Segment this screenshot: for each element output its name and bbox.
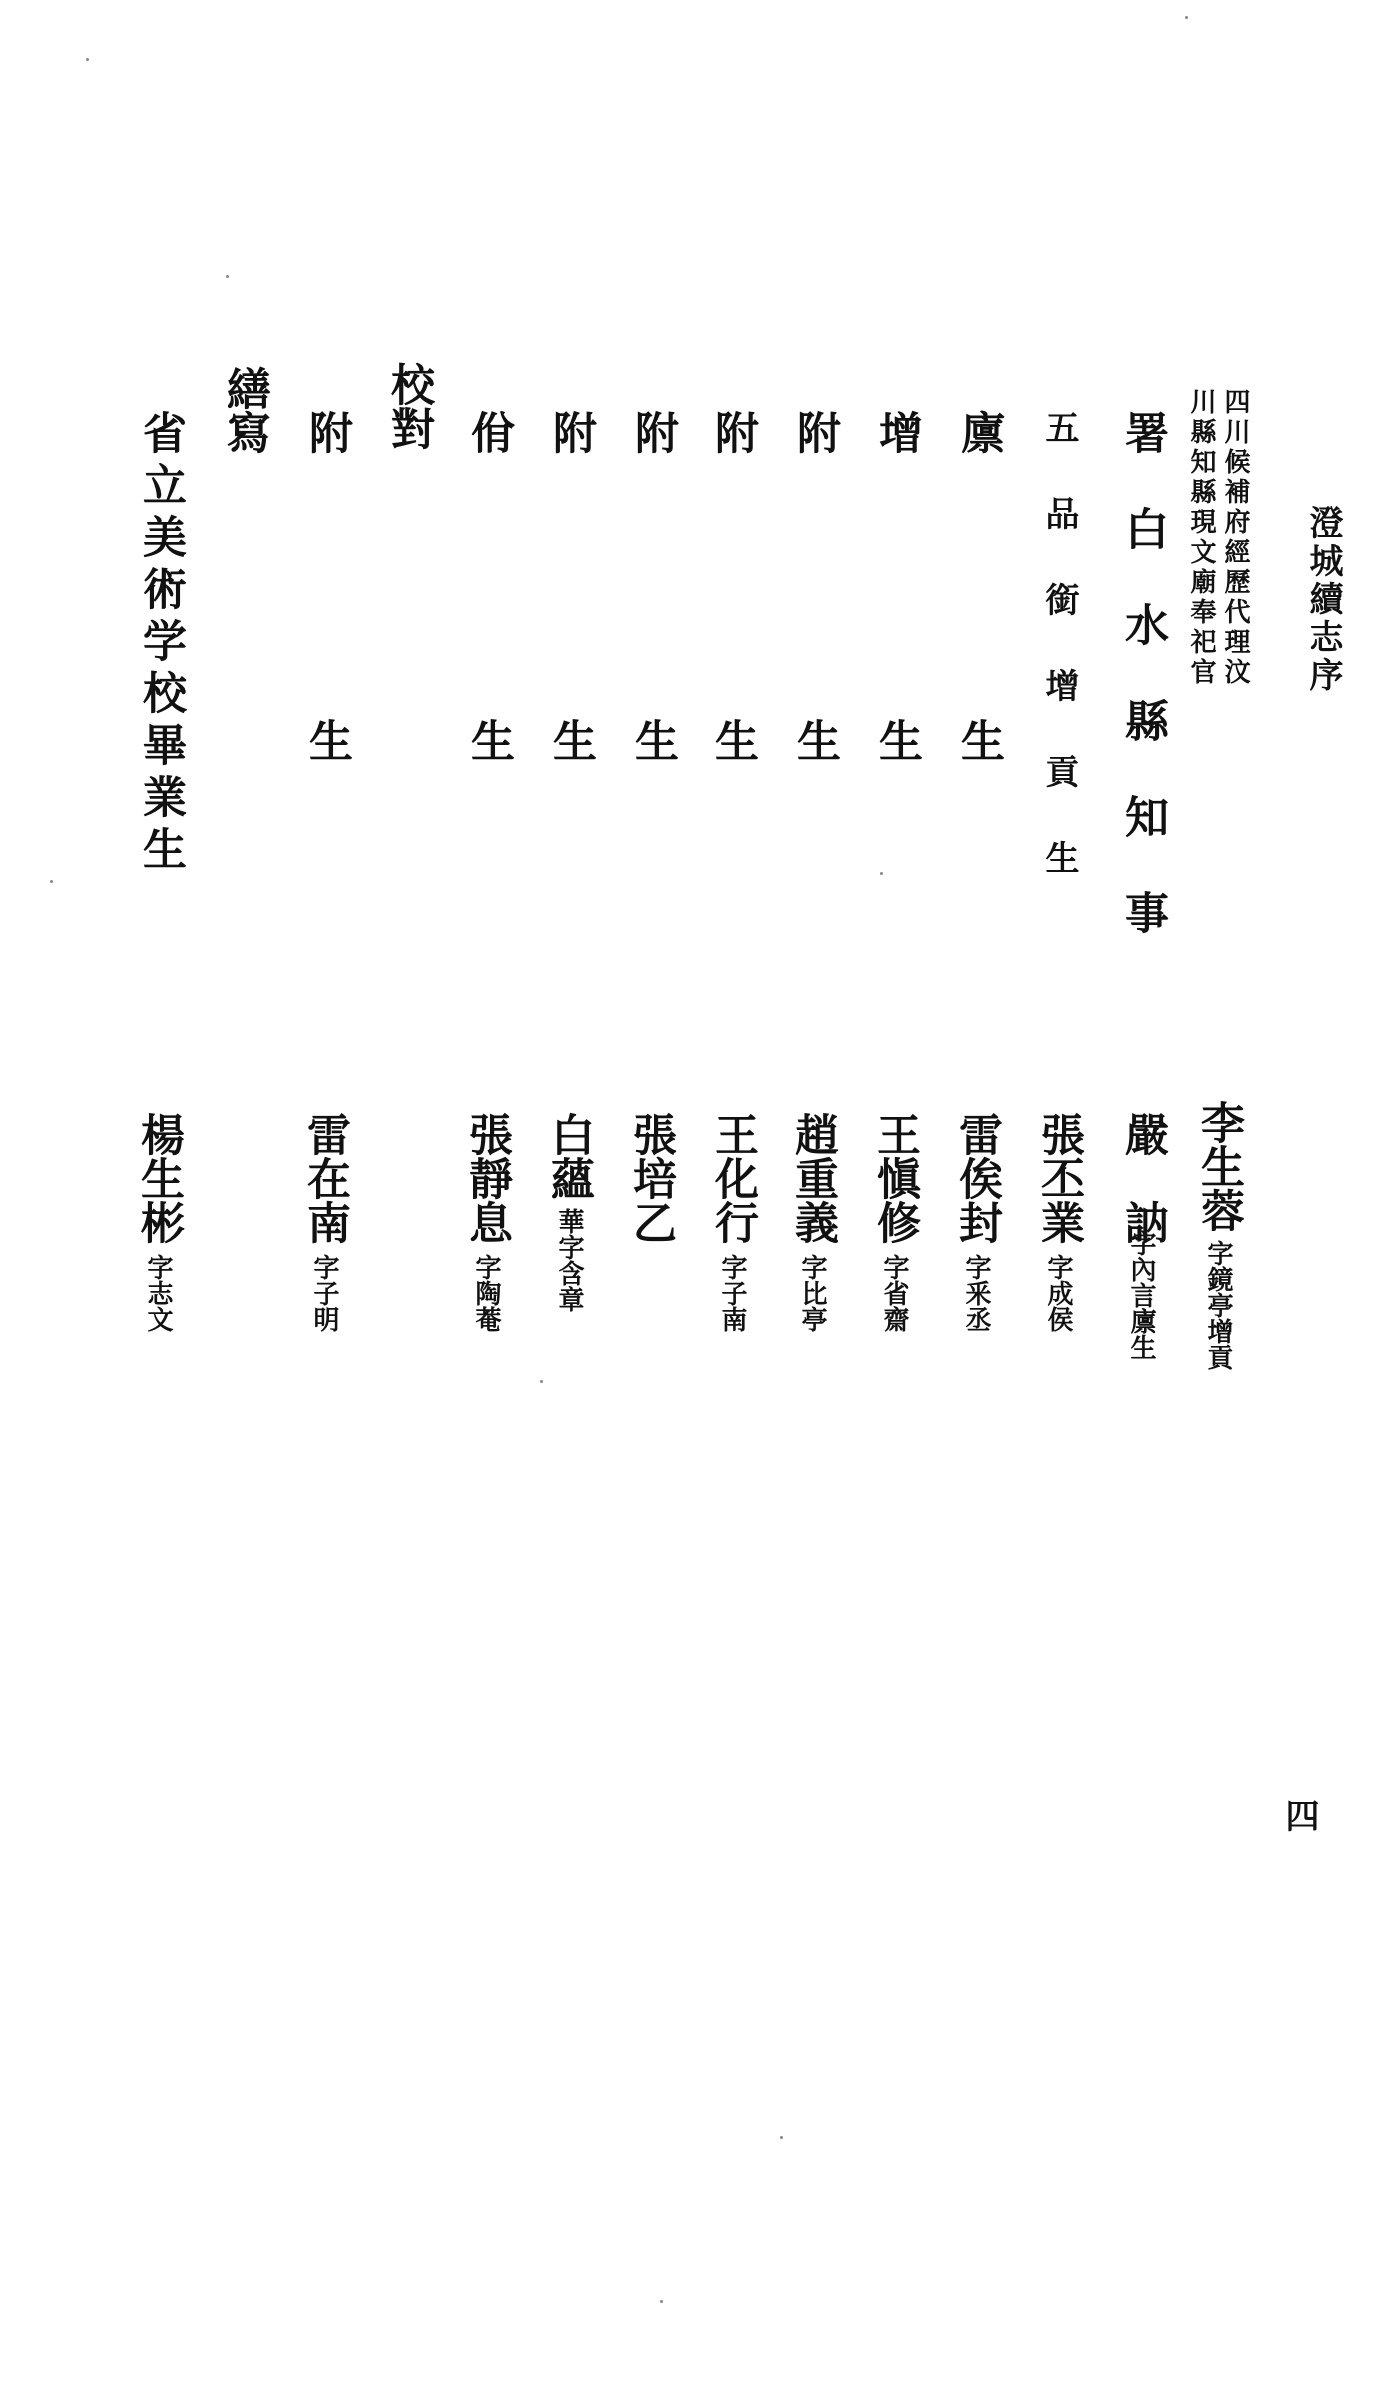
row5-title: 附 生 — [789, 410, 840, 762]
row3-alias: 字釆丞 — [961, 1254, 991, 1332]
row0-office-line2: 川縣知縣現文廟奉祀官 — [1186, 388, 1216, 688]
row6-name: 王化行 — [707, 1112, 758, 1244]
row2-alias: 字成侯 — [1043, 1254, 1073, 1332]
row8-alias: 華字含章 — [554, 1208, 584, 1312]
scan-speck — [660, 2300, 663, 2303]
row13-alias: 字志文 — [143, 1254, 173, 1332]
row1-title: 署白水縣知事 — [1117, 410, 1168, 986]
scan-speck — [540, 1380, 543, 1383]
scan-speck — [226, 275, 229, 278]
row3-name: 雷俟封 — [951, 1112, 1002, 1244]
scan-speck — [50, 880, 53, 883]
row0-alias: 字鏡亭增貢 — [1203, 1240, 1233, 1370]
row1-alias: 字內言廪生 — [1126, 1230, 1156, 1360]
book-title: 澄城續志序 — [1303, 505, 1343, 695]
row0-office-line1: 四川候補府經歷代理汶 — [1220, 388, 1250, 688]
row3-title: 廪 生 — [953, 410, 1004, 762]
row6-title: 附 生 — [707, 410, 758, 762]
row0-name: 李生蓉 — [1193, 1100, 1244, 1232]
row9-name: 張靜息 — [461, 1112, 512, 1244]
row1-name: 嚴 訥 — [1117, 1112, 1168, 1244]
row2-title: 五品銜增貢生 — [1039, 410, 1079, 926]
proofreader-heading: 校對 — [383, 362, 434, 450]
copyist-heading: 繕寫 — [219, 366, 270, 454]
row7-name: 張培乙 — [625, 1112, 676, 1244]
row4-title: 增 生 — [871, 410, 922, 762]
row6-alias: 字子南 — [717, 1254, 747, 1332]
row4-name: 王愼修 — [869, 1112, 920, 1244]
scan-speck — [780, 2136, 783, 2139]
scan-speck — [86, 58, 89, 61]
scan-speck — [1185, 16, 1188, 19]
row7-title: 附 生 — [627, 410, 678, 762]
row9-alias: 字陶菴 — [471, 1254, 501, 1332]
row4-alias: 字省齋 — [879, 1254, 909, 1332]
row11-name: 雷在南 — [299, 1112, 350, 1244]
row5-name: 趙重義 — [787, 1112, 838, 1244]
row13-title: 省立美術学校畢業生 — [135, 410, 186, 878]
row9-title: 佾 生 — [463, 410, 514, 762]
row13-name: 楊生彬 — [133, 1112, 184, 1244]
row5-alias: 字比亭 — [797, 1254, 827, 1332]
row11-alias: 字子明 — [309, 1254, 339, 1332]
row8-name: 白蘊 — [543, 1112, 594, 1200]
row2-name: 張丕業 — [1033, 1112, 1084, 1244]
scan-speck — [880, 872, 883, 875]
row8-title: 附 生 — [545, 410, 596, 762]
page-number: 四 — [1279, 1798, 1319, 1832]
row11-title: 附 生 — [301, 410, 352, 762]
